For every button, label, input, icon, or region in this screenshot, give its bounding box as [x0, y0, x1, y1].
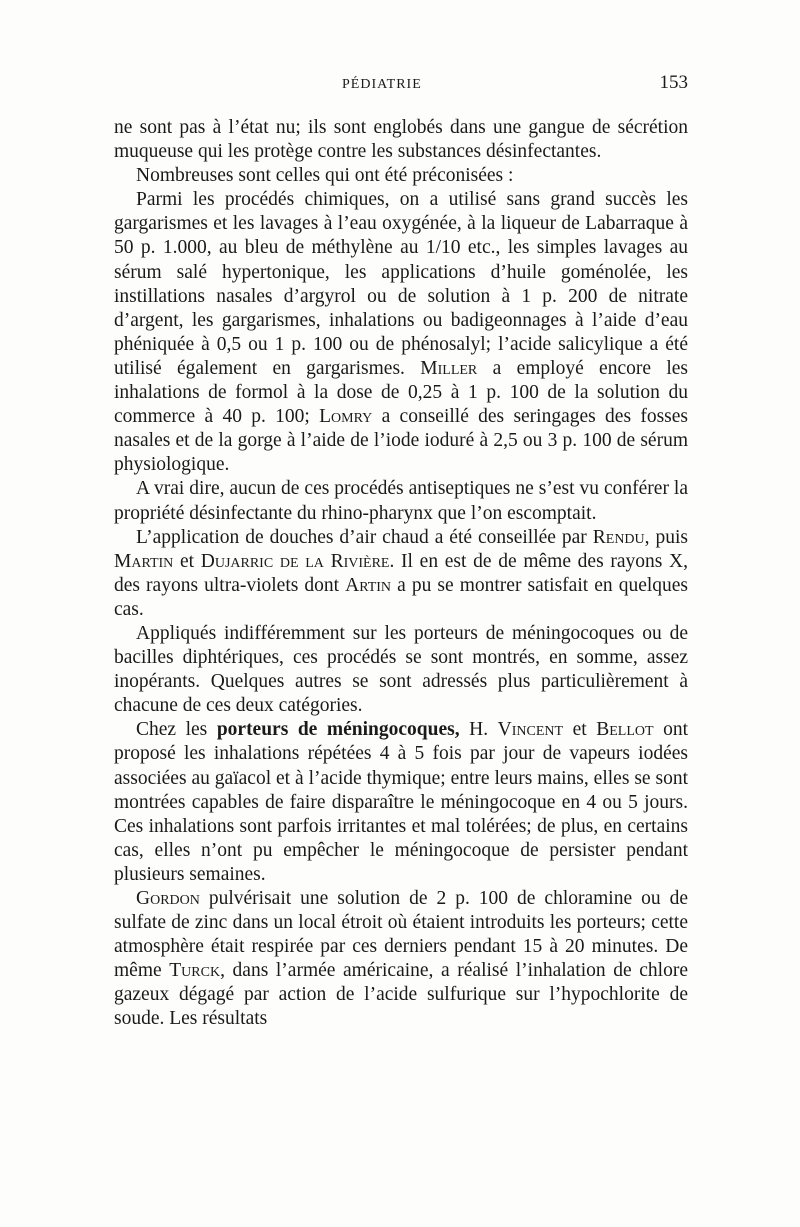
- text-run: ont proposé les inhalations répétées 4 à 5 fois par jour de vapeurs iodées associées au gaïacol et à l’acide thymique; entre leurs mains, elles se sont montrées capables de faire disparaître le méningocoque en 4 ou 5 jours. Ces inhalations sont parfois irritantes et mal tolérées; de plus, en certains cas, elles n’ont pu empêcher le méningocoque de persister pendant plusieurs semaines.: [114, 719, 688, 885]
- text-run: Appliqués indifféremment sur les porteurs de méningocoques ou de bacilles diphtériques, ces procédés se sont montrés, en somme, assez inopérants. Quelques autres se sont adressés plus particulièrement à chacune de ces deux catégories.: [114, 622, 688, 717]
- paragraph: [114, 116, 688, 164]
- page-header: [114, 72, 688, 102]
- text-run: , dans l’armée américaine, a réalisé l’inhalation de chlore gazeux dégagé par action de l’acide sulfurique sur l’hypochlorite de soude. Les résultats: [114, 960, 688, 1030]
- page-number: 153: [659, 72, 688, 93]
- author-name: Artin: [345, 574, 392, 596]
- text-run: . Il en est de de même des rayons X, des rayons ultra-violets dont: [114, 550, 688, 596]
- paragraph: [114, 622, 688, 718]
- text-run: H.: [459, 719, 498, 741]
- text-run: L’application de douches d’air chaud a été conseillée par: [136, 526, 593, 548]
- author-name: Miller: [420, 357, 478, 379]
- author-name: Dujarric de la Rivière: [200, 550, 390, 572]
- text-run: A vrai dire, aucun de ces procédés antiseptiques ne s’est vu conférer la propriété désinfectante du rhino-pharynx que l’on escomptait.: [114, 478, 688, 524]
- book-page: [114, 72, 688, 1032]
- author-name: Lomry: [319, 406, 373, 428]
- author-name: Vincent: [497, 719, 564, 741]
- author-name: Gordon: [136, 888, 200, 909]
- text-run: Chez les: [136, 719, 217, 741]
- text-run: Nombreuses sont celles qui ont été préconisées :: [136, 165, 514, 187]
- paragraph: [114, 477, 688, 525]
- paragraph: [114, 718, 688, 887]
- paragraph: [114, 164, 688, 188]
- text-run: et: [173, 550, 201, 572]
- author-name: Bellot: [596, 719, 654, 741]
- paragraph: [114, 526, 688, 622]
- author-name: Turck: [169, 960, 221, 982]
- running-title: PÉDIATRIE: [342, 77, 422, 92]
- paragraph: [114, 188, 688, 477]
- bold-phrase: porteurs de méningocoques,: [216, 719, 460, 741]
- text-run: pulvérisait une solution de 2 p. 100 de chloramine ou de sulfate de zinc dans un local étroit où étaient introduits les porteurs; cette atmosphère était respirée par ces derniers pendant 15 à 20 minutes. De même: [114, 888, 688, 982]
- author-name: Martin: [114, 550, 174, 572]
- text-run: a conseillé des seringages des fosses nasales et de la gorge à l’aide de l’iode ioduré à 2,5 ou 3 p. 100 de sérum physiologique.: [114, 406, 688, 476]
- text-run: ne sont pas à l’état nu; ils sont englobés dans une gangue de sécrétion muqueuse qui les protège contre les substances désinfectantes.: [114, 117, 688, 163]
- text-run: et: [563, 719, 597, 741]
- text-run: , puis: [644, 526, 688, 548]
- text-run: a employé encore les inhalations de formol à la dose de 0,25 à 1 p. 100 de la solution du commerce à 40 p. 100;: [114, 357, 689, 428]
- author-name: Rendu: [592, 526, 645, 548]
- text-run: a pu se montrer satisfait en quelques cas.: [114, 574, 689, 620]
- body-text: [114, 116, 688, 1032]
- paragraph: [114, 887, 688, 1032]
- text-run: Parmi les procédés chimiques, on a utilisé sans grand succès les gargarismes et les lavages à l’eau oxygénée, à la liqueur de Labarraque à 50 p. 1.000, au bleu de méthylène au 1/10 etc., les simples lavages au sérum salé hypertonique, les applications d’huile goménolée, les instillations nasales d’argyrol ou de solution à 1 p. 200 de nitrate d’argent, les gargarismes, inhalations ou badigeonnages à l’aide d’eau phéniquée à 0,5 ou 1 p. 100 ou de phénosalyl; l’acide salicylique a été utilisé également en gargarismes.: [114, 189, 688, 379]
